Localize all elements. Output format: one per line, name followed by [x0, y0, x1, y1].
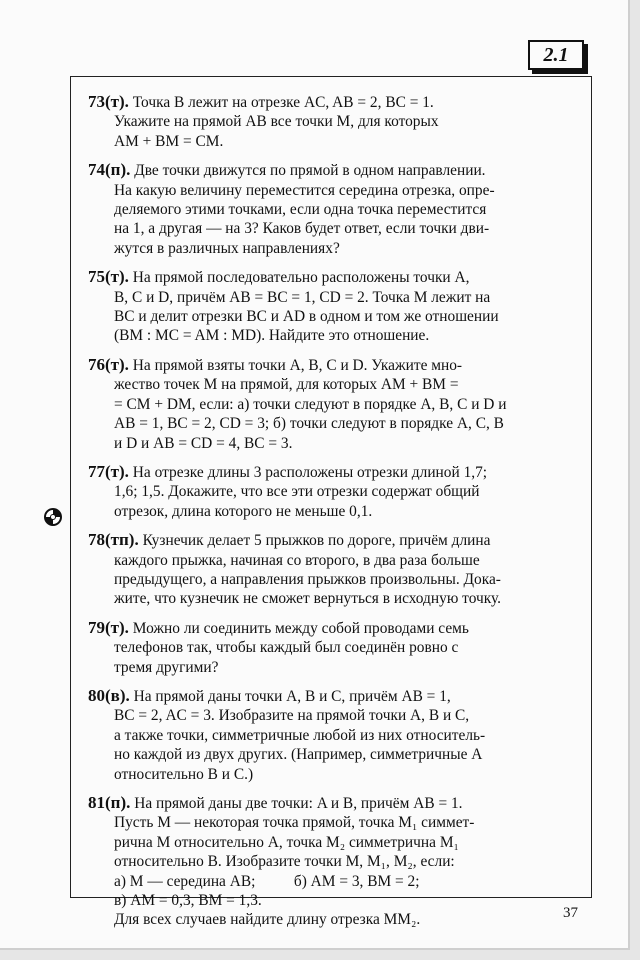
problem-line: BC = 2, AC = 3. Изобразите на прямой точки A, B и C, [114, 707, 470, 725]
problem-list [88, 92, 576, 939]
problem-line: Кузнечик делает 5 прыжков по дороге, причём длина [142, 532, 491, 550]
problem-line: а также точки, симметричные любой из них относитель- [114, 726, 486, 744]
page-number: 37 [563, 905, 578, 921]
problem-73 [88, 92, 576, 151]
problem-line: AM + BM = CM. [114, 132, 224, 150]
problem-line: жите, что кузнечик не сможет вернуться в исходную точку. [114, 590, 501, 608]
problem-number: 79(т). [88, 617, 129, 637]
problem-line: На отрезке длины 3 расположены отрезки длиной 1,7; [132, 463, 488, 481]
problem-line: относительно B и C.) [114, 765, 254, 783]
problem-number: 77(т). [88, 461, 129, 481]
problem-number: 80(в). [88, 685, 130, 705]
problem-line: Пусть M — некоторая точка прямой, точка M₁ симмет- [114, 814, 475, 832]
problem-line: но каждой из двух других. (Например, симметричные A [114, 746, 483, 764]
problem-80 [88, 686, 576, 784]
problem-line: и D и AB = CD = 4, BC = 3. [114, 434, 293, 452]
section-number: 2.1 [528, 40, 584, 70]
problem-74 [88, 160, 576, 258]
problem-line: а) M — середина AB; б) AM = 3, BM = 2; [114, 872, 420, 890]
problem-number: 78(тп). [88, 530, 139, 550]
problem-number: 81(п). [88, 793, 131, 812]
problem-line: Укажите на прямой AB все точки M, для которых [114, 113, 439, 131]
problem-line: Можно ли соединить между собой проводами семь [132, 619, 469, 637]
problem-number: 75(т). [88, 267, 129, 287]
problem-line: На прямой последовательно расположены точки A, [132, 269, 470, 287]
problem-75 [88, 267, 576, 346]
problem-number: 73(т). [88, 92, 129, 111]
problem-line: 1,6; 1,5. Докажите, что все эти отрезки содержат общий [114, 483, 480, 501]
problem-line: Для всех случаев найдите длину отрезка MM₂. [114, 911, 421, 929]
problem-line: BC и делит отрезки BC и AD в одном и том же отношении [114, 308, 499, 326]
problem-line: (BM : MC = AM : MD). Найдите это отношение. [114, 327, 430, 345]
problem-line: жество точек M на прямой, для которых AM + BM = [114, 376, 459, 394]
problem-line: AB = 1, BC = 2, CD = 3; б) точки следуют в порядке A, C, B [114, 415, 504, 433]
problem-line: в) AM = 0,3, BM = 1,3. [114, 892, 262, 910]
problem-line: На какую величину переместится середина отрезка, опре- [114, 181, 495, 199]
problem-line: телефонов так, чтобы каждый был соединён ровно с [114, 639, 459, 657]
problem-line: На прямой взяты точки A, B, C и D. Укажите мно- [132, 356, 463, 374]
problem-81 [88, 793, 576, 930]
problem-line: предыдущего, а направления прыжков произвольны. Дока- [114, 570, 501, 588]
problem-line: жутся в различных направлениях? [114, 239, 340, 257]
problem-line: B, C и D, причём AB = BC = 1, CD = 2. Точка M лежит на [114, 288, 491, 306]
problem-line: Две точки движутся по прямой в одном направлении. [134, 162, 486, 180]
problem-line: рична M относительно A, точка M₂ симметрична M₁ [114, 833, 459, 851]
problem-line: На прямой даны точки A, B и C, причём AB = 1, [133, 687, 451, 705]
problem-line: Точка B лежит на отрезке AC, AB = 2, BC = 1. [132, 94, 434, 111]
problem-line: каждого прыжка, начиная со второго, в два раза больше [114, 551, 480, 569]
problem-78 [88, 530, 576, 609]
problem-line: На прямой даны две точки: A и B, причём AB = 1. [134, 795, 463, 812]
problem-line: на 1, а другая — на 3? Каков будет ответ, если точки дви- [114, 220, 490, 238]
cd-disk-icon [44, 508, 62, 526]
problem-77 [88, 462, 576, 521]
problem-line: = CM + DM, если: а) точки следуют в порядке A, B, C и D и [114, 395, 507, 413]
problem-line: отрезок, длина которого не меньше 0,1. [114, 502, 373, 520]
problem-number: 74(п). [88, 160, 131, 180]
problem-line: относительно B. Изобразите точки M, M₁, M₂, если: [114, 853, 455, 871]
problem-line: тремя другими? [114, 658, 219, 676]
problem-79 [88, 618, 576, 677]
problem-line: деляемого этими точками, если одна точка переместится [114, 201, 487, 219]
problem-number: 76(т). [88, 354, 129, 374]
problem-76 [88, 355, 576, 453]
